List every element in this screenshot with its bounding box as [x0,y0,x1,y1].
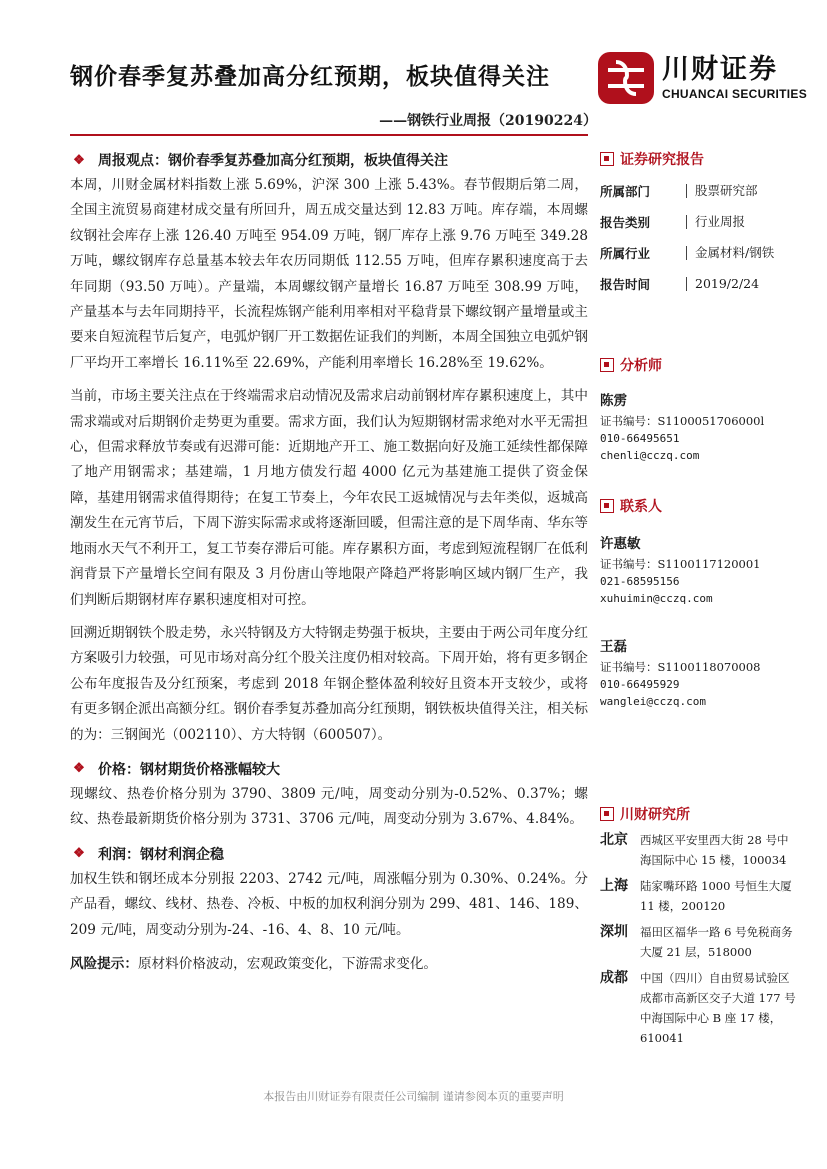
paragraph: 本周，川财金属材料指数上涨 5.69%，沪深 300 上涨 5.43%。春节假期后第二周，全国主流贸易商建材成交量有所回升，周五成交量达到 12.83 万吨。库存端，本周螺纹钢社会库存上涨 126.40 万吨至 954.09 万吨，钢厂库存上涨 9.76 万吨至 349.28 万吨，螺纹钢库存总量基本较去年农历同期低 112.55 万吨，但库存累积速度高于去年同期（93.50 万吨）。产量端，本周螺纹钢产量增长 16.87 万吨至 308.99 万吨，产量基本与去年同期持平，长流程炼钢产能利用率相对平稳背景下螺纹钢产量增量或主要来自短流程节后复产，电弧炉钢厂开工数据佐证我们的判断，本周全国独立电弧炉钢厂平均开工率增长 16.11%至 22.69%，产能利用率增长 16.28%至 19.62%。 [70,177,588,371]
section-heading-text: 价格：钢材期货价格涨幅较大 [98,761,280,778]
risk-text: 原材料价格波动，宏观政策变化，下游需求变化。 [137,955,438,972]
contact-heading-text: 联系人 [620,499,662,515]
office-address: 西城区平安里西大街 28 号中海国际中心 15 楼，100034 [640,833,789,867]
info-value: 金属材料/钢铁 [686,246,774,260]
office-entry [600,830,800,870]
paragraph: 回溯近期钢铁个股走势，永兴特钢及方大特钢走势强于板块，主要由于两公司年度分红方案吸引力较强，可见市场对高分红个股关注度仍相对较高。下周开始，将有更多钢企公布年度报告及分红预案，考虑到 2018 年钢企整体盈利较好且资本开支较少，或将有更多钢企派出高额分红。钢价春季复苏叠加高分红预期，钢铁板块值得关注，相关标的为：三钢闽光（002110）、方大特钢（600507）。 [70,624,588,743]
info-row [600,237,800,268]
analyst-cert: 证书编号：S1100051706000l [600,414,765,428]
square-bullet-icon [600,358,614,372]
analyst-name: 陈雳 [600,393,627,409]
contact-email[interactable]: xuhuimin@cczq.com [600,592,713,605]
contact-cert: 证书编号：S1100118070008 [600,660,761,674]
info-value: 股票研究部 [686,184,758,198]
paragraph: 加权生铁和钢坯成本分别报 2203、2742 元/吨，周涨幅分别为 0.30%、0.24%。分产品看，螺纹、线材、热卷、冷板、中板的加权利润分别为 299、481、146、189、209 元/吨，周变动分别为-24、-16、4、8、10 元/吨。 [70,870,588,938]
report-heading-text: 证券研究报告 [620,152,704,168]
analyst-email[interactable]: chenli@cczq.com [600,449,700,462]
section-heading-text: 周报观点：钢价春季复苏叠加高分红预期，板块值得关注 [98,153,448,169]
office-entry [600,968,800,1048]
section-heading [70,756,588,782]
info-value: 行业周报 [686,215,745,229]
info-label: 报告类别 [600,214,651,230]
contact-phone: 010-66495929 [600,678,680,691]
diamond-bullet-icon: ❖ [73,761,85,777]
office-address: 陆家嘴环路 1000 号恒生大厦 11 楼，200120 [640,879,792,913]
info-label: 报告时间 [600,276,651,292]
office-city: 上海 [600,878,628,894]
info-row [600,175,800,206]
contact-card [600,532,800,607]
section-heading [70,147,588,173]
report-subtitle: ——钢铁行业周报（20190224） [379,113,597,129]
office-entry [600,876,800,916]
sidebar-heading [600,147,800,171]
logo-cn: 川财证券 [662,54,778,85]
institute-heading-text: 川财研究所 [620,807,690,823]
header-rule [70,134,588,136]
diamond-bullet-icon: ❖ [73,152,85,168]
section-heading [70,841,588,867]
diamond-bullet-icon: ❖ [73,846,85,862]
contact-email[interactable]: wanglei@cczq.com [600,695,706,708]
office-address: 中国（四川）自由贸易试验区成都市高新区交子大道 177 号中海国际中心 B 座 17 楼，610041 [640,971,796,1045]
analyst-heading-text: 分析师 [620,358,662,374]
section-heading-text: 利润：钢材利润企稳 [98,846,224,863]
logo-en: CHUANCAI SECURITIES [662,87,808,101]
square-bullet-icon [600,499,614,513]
square-bullet-icon [600,152,614,166]
footer-disclaimer: 本报告由川财证券有限责任公司编制 谨请参阅本页的重要声明 [263,1090,564,1103]
company-logo [598,52,807,104]
square-bullet-icon [600,807,614,821]
info-row [600,206,800,237]
logo-mark-icon [598,52,654,104]
sidebar [600,147,800,1054]
office-city: 深圳 [600,924,628,940]
sidebar-heading [600,353,800,377]
report-title: 钢价春季复苏叠加高分红预期，板块值得关注 [70,63,550,90]
contact-cert: 证书编号：S1100117120001 [600,557,761,571]
risk-note [70,951,588,977]
info-row [600,268,800,299]
analyst-phone: 010-66495651 [600,432,680,445]
main-column [70,147,588,977]
paragraph: 当前，市场主要关注点在于终端需求启动情况及需求启动前钢材库存累积速度上，其中需求端或对后期钢价走势更为重要。需求方面，我们认为短期钢材需求绝对水平无需担心，但需求释放节奏或有迟滞可能：近期地产开工、施工数据向好及施工延续性都保障了地产用钢需求；基建端，1 月地方债发行超 4000 亿元为基建施工提供了资金保障，基建用钢需求值得期待；在复工节奏上，今年农民工返城情况与去年类似，返城高潮发生在元宵节后，下周下游实际需求或将逐渐回暖，但需注意的是下周华南、华东等地雨水天气不利开工，复工节奏存滞后可能。库存累积方面，考虑到短流程钢厂在低利润背景下产量增长空间有限及 3 月份唐山等地限产降趋严将影响区域内钢厂生产，我们判断后期钢材库存累积速度相对可控。 [70,388,588,608]
paragraph: 现螺纹、热卷价格分别为 3790、3809 元/吨，周变动分别为-0.52%、0.37%；螺纹、热卷最新期货价格分别为 3731、3706 元/吨，周变动分别为 3.67%、4.84%。 [70,785,588,828]
office-city: 成都 [600,970,628,986]
sidebar-heading [600,494,800,518]
office-address: 福田区福华一路 6 号免税商务大厦 21 层，518000 [640,925,793,959]
sidebar-heading [600,802,800,826]
contact-phone: 021-68595156 [600,575,680,588]
info-value: 2019/2/24 [686,277,759,291]
office-entry [600,922,800,962]
contact-name: 许惠敏 [600,536,641,552]
contact-card [600,635,800,710]
info-label: 所属部门 [600,183,651,199]
office-city: 北京 [600,832,628,848]
analyst-card [600,389,800,464]
risk-label: 风险提示： [70,955,138,972]
contact-name: 王磊 [600,639,627,655]
info-label: 所属行业 [600,245,651,261]
